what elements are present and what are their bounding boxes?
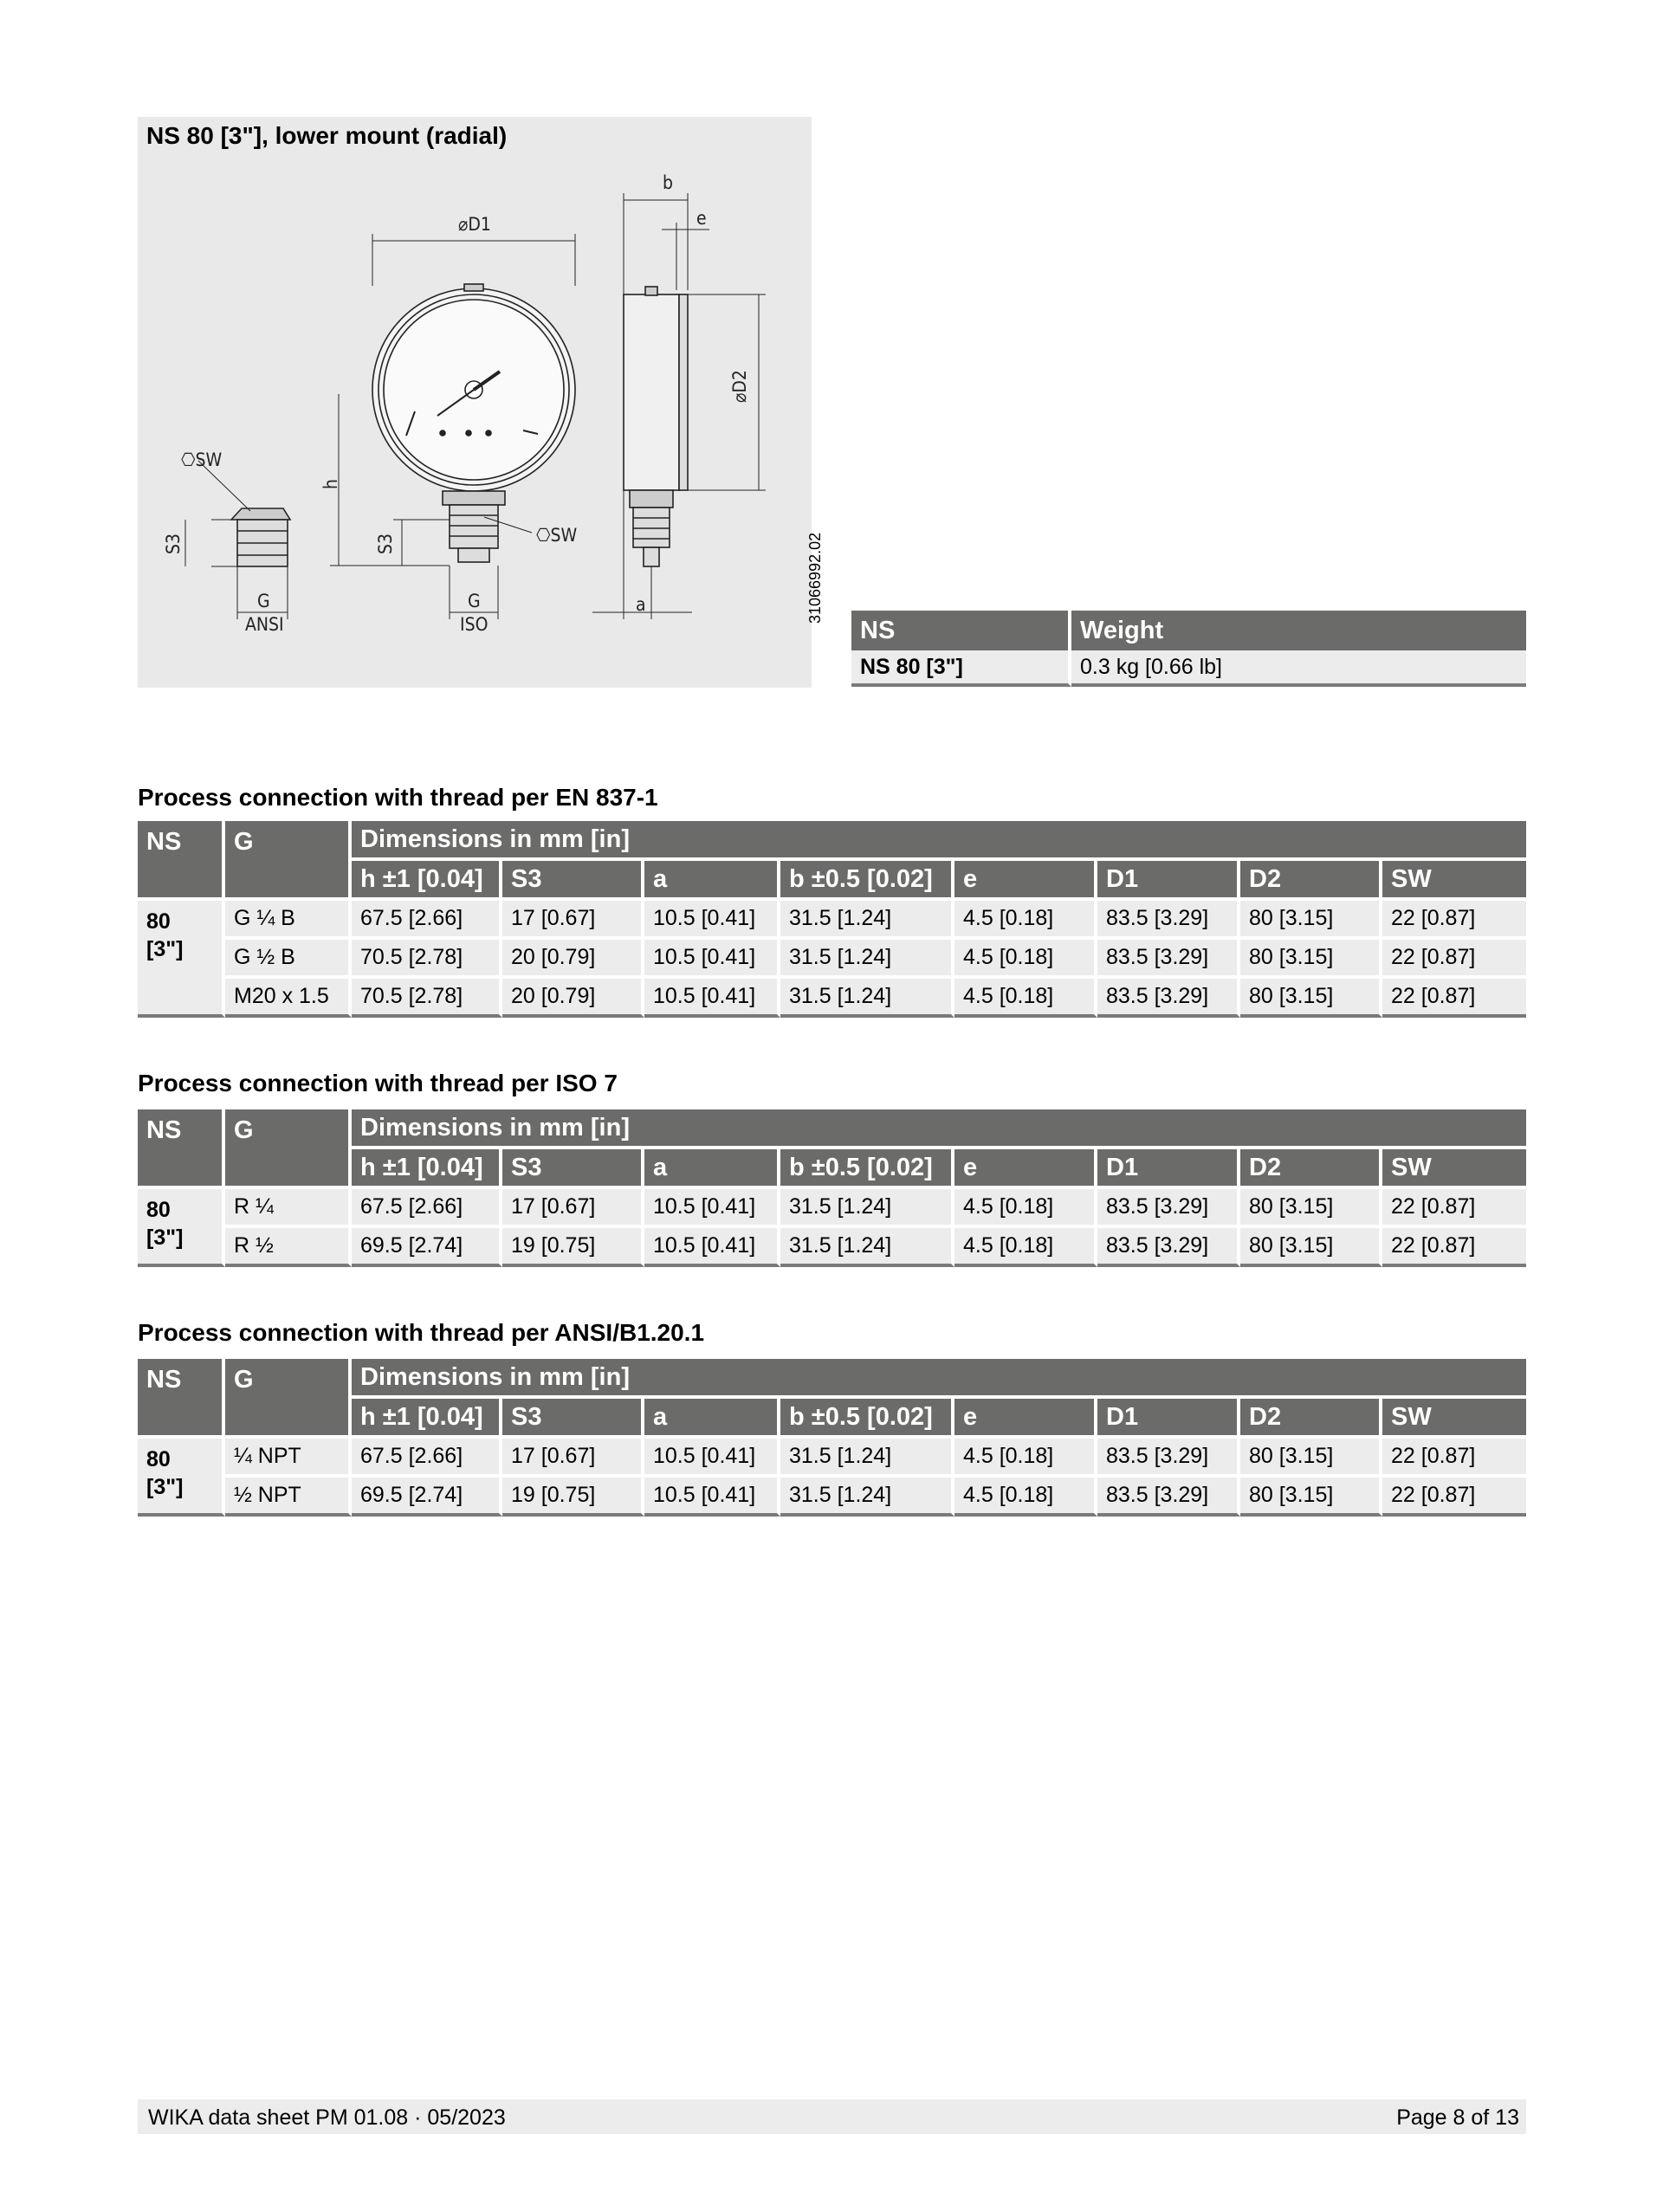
ns-cell: 80 [3"] bbox=[138, 901, 225, 1018]
cell-g: G ½ B bbox=[225, 940, 352, 979]
label-a: a bbox=[636, 594, 646, 615]
header-dimensions: Dimensions in mm [in] bbox=[352, 1359, 1526, 1399]
cell-d2: 80 [3.15] bbox=[1240, 979, 1382, 1018]
drawing-title: NS 80 [3"], lower mount (radial) bbox=[146, 122, 508, 149]
weight-table-header-ns: NS bbox=[851, 611, 1071, 650]
table-row bbox=[138, 1439, 1526, 1478]
gauge-dimension-drawing bbox=[138, 117, 812, 688]
label-h: h bbox=[320, 479, 341, 489]
cell-b: 31.5 [1.24] bbox=[780, 979, 954, 1018]
label-sw-ansi: ⎔SW bbox=[181, 450, 223, 470]
header-sw: SW bbox=[1382, 1149, 1526, 1189]
table-row bbox=[138, 1478, 1526, 1517]
cell-h: 67.5 [2.66] bbox=[352, 1439, 502, 1478]
cell-g: R ½ bbox=[225, 1228, 352, 1267]
header-d1: D1 bbox=[1097, 861, 1240, 901]
cell-e: 4.5 [0.18] bbox=[954, 1478, 1097, 1517]
cell-s3: 19 [0.75] bbox=[502, 1228, 644, 1267]
header-e: e bbox=[954, 1149, 1097, 1189]
header-dimensions: Dimensions in mm [in] bbox=[352, 821, 1526, 861]
cell-sw: 22 [0.87] bbox=[1382, 1439, 1526, 1478]
cell-b: 31.5 [1.24] bbox=[780, 1189, 954, 1228]
cell-d2: 80 [3.15] bbox=[1240, 940, 1382, 979]
cell-b: 31.5 [1.24] bbox=[780, 1228, 954, 1267]
iso-section-title: Process connection with thread per ISO 7 bbox=[138, 1070, 618, 1096]
cell-sw: 22 [0.87] bbox=[1382, 940, 1526, 979]
header-s3: S3 bbox=[502, 1399, 644, 1439]
label-ansi: ANSI bbox=[245, 614, 284, 635]
label-e: e bbox=[696, 208, 707, 229]
ansi-fitting bbox=[185, 461, 290, 619]
cell-a: 10.5 [0.41] bbox=[644, 1228, 780, 1267]
cell-h: 67.5 [2.66] bbox=[352, 1189, 502, 1228]
label-d1: ⌀D1 bbox=[458, 214, 491, 235]
cell-sw: 22 [0.87] bbox=[1382, 901, 1526, 940]
footer-document-info: WIKA data sheet PM 01.08 · 05/2023 bbox=[148, 2105, 506, 2130]
cell-a: 10.5 [0.41] bbox=[644, 1478, 780, 1517]
header-ns: NS bbox=[138, 1109, 225, 1189]
cell-d1: 83.5 [3.29] bbox=[1097, 1478, 1240, 1517]
cell-sw: 22 [0.87] bbox=[1382, 979, 1526, 1018]
header-d2: D2 bbox=[1240, 861, 1382, 901]
cell-a: 10.5 [0.41] bbox=[644, 1439, 780, 1478]
header-a: a bbox=[644, 1149, 780, 1189]
table-row bbox=[138, 979, 1526, 1018]
cell-b: 31.5 [1.24] bbox=[780, 901, 954, 940]
header-b: b ±0.5 [0.02] bbox=[780, 1149, 954, 1189]
table-row bbox=[138, 940, 1526, 979]
cell-h: 70.5 [2.78] bbox=[352, 940, 502, 979]
header-g: G bbox=[225, 1109, 352, 1189]
header-e: e bbox=[954, 1399, 1097, 1439]
cell-s3: 17 [0.67] bbox=[502, 1189, 644, 1228]
label-g-ansi: G bbox=[257, 591, 270, 611]
header-d2: D2 bbox=[1240, 1399, 1382, 1439]
header-ns: NS bbox=[138, 1359, 225, 1439]
en-section-title: Process connection with thread per EN 837-1 bbox=[138, 784, 658, 811]
cell-d1: 83.5 [3.29] bbox=[1097, 1228, 1240, 1267]
label-sw-iso: ⎔SW bbox=[536, 525, 578, 546]
table-row bbox=[138, 1189, 1526, 1228]
cell-g: M20 x 1.5 bbox=[225, 979, 352, 1018]
cell-h: 69.5 [2.74] bbox=[352, 1228, 502, 1267]
ns-cell: 80 [3"] bbox=[138, 1439, 225, 1517]
label-iso: ISO bbox=[460, 614, 489, 635]
table-row bbox=[138, 901, 1526, 940]
ns-cell: 80 [3"] bbox=[138, 1189, 225, 1267]
en-dimensions-table bbox=[138, 821, 1526, 1018]
header-b: b ±0.5 [0.02] bbox=[780, 861, 954, 901]
cell-a: 10.5 [0.41] bbox=[644, 940, 780, 979]
cell-d1: 83.5 [3.29] bbox=[1097, 1189, 1240, 1228]
weight-table-header-weight: Weight bbox=[1071, 611, 1526, 650]
cell-d1: 83.5 [3.29] bbox=[1097, 901, 1240, 940]
cell-b: 31.5 [1.24] bbox=[780, 940, 954, 979]
cell-sw: 22 [0.87] bbox=[1382, 1189, 1526, 1228]
cell-s3: 20 [0.79] bbox=[502, 979, 644, 1018]
cell-d1: 83.5 [3.29] bbox=[1097, 1439, 1240, 1478]
cell-e: 4.5 [0.18] bbox=[954, 901, 1097, 940]
cell-b: 31.5 [1.24] bbox=[780, 1478, 954, 1517]
header-h: h ±1 [0.04] bbox=[352, 861, 502, 901]
cell-e: 4.5 [0.18] bbox=[954, 1228, 1097, 1267]
cell-a: 10.5 [0.41] bbox=[644, 1189, 780, 1228]
table-row bbox=[138, 1228, 1526, 1267]
cell-h: 70.5 [2.78] bbox=[352, 979, 502, 1018]
cell-s3: 17 [0.67] bbox=[502, 901, 644, 940]
iso-dimensions-table bbox=[138, 1109, 1526, 1267]
ansi-dimensions-table bbox=[138, 1359, 1526, 1517]
cell-d2: 80 [3.15] bbox=[1240, 1189, 1382, 1228]
cell-s3: 19 [0.75] bbox=[502, 1478, 644, 1517]
header-ns: NS bbox=[138, 821, 225, 901]
header-b: b ±0.5 [0.02] bbox=[780, 1399, 954, 1439]
cell-d1: 83.5 [3.29] bbox=[1097, 979, 1240, 1018]
cell-h: 69.5 [2.74] bbox=[352, 1478, 502, 1517]
drawing-id: 31066992.02 bbox=[806, 532, 824, 624]
cell-g: ¼ NPT bbox=[225, 1439, 352, 1478]
header-s3: S3 bbox=[502, 1149, 644, 1189]
header-d2: D2 bbox=[1240, 1149, 1382, 1189]
cell-b: 31.5 [1.24] bbox=[780, 1439, 954, 1478]
cell-e: 4.5 [0.18] bbox=[954, 940, 1097, 979]
header-d1: D1 bbox=[1097, 1149, 1240, 1189]
header-s3: S3 bbox=[502, 861, 644, 901]
gauge-side-view bbox=[592, 193, 766, 619]
label-s3-ansi: S3 bbox=[163, 533, 184, 554]
cell-sw: 22 [0.87] bbox=[1382, 1478, 1526, 1517]
header-g: G bbox=[225, 1359, 352, 1439]
cell-g: ½ NPT bbox=[225, 1478, 352, 1517]
cell-d2: 80 [3.15] bbox=[1240, 1478, 1382, 1517]
header-d1: D1 bbox=[1097, 1399, 1240, 1439]
cell-g: G ¼ B bbox=[225, 901, 352, 940]
footer-page-number: Page 8 of 13 bbox=[1396, 2105, 1519, 2130]
header-h: h ±1 [0.04] bbox=[352, 1149, 502, 1189]
label-d2: ⌀D2 bbox=[729, 370, 750, 403]
label-g-iso: G bbox=[468, 591, 481, 611]
header-sw: SW bbox=[1382, 1399, 1526, 1439]
header-sw: SW bbox=[1382, 861, 1526, 901]
label-s3-iso: S3 bbox=[375, 533, 396, 554]
cell-sw: 22 [0.87] bbox=[1382, 1228, 1526, 1267]
cell-h: 67.5 [2.66] bbox=[352, 901, 502, 940]
header-h: h ±1 [0.04] bbox=[352, 1399, 502, 1439]
header-a: a bbox=[644, 1399, 780, 1439]
header-g: G bbox=[225, 821, 352, 901]
label-b: b bbox=[663, 172, 673, 193]
weight-table-weight: 0.3 kg [0.66 lb] bbox=[1071, 650, 1526, 687]
header-dimensions: Dimensions in mm [in] bbox=[352, 1109, 1526, 1149]
header-a: a bbox=[644, 861, 780, 901]
cell-a: 10.5 [0.41] bbox=[644, 979, 780, 1018]
weight-table bbox=[851, 611, 1526, 687]
header-e: e bbox=[954, 861, 1097, 901]
cell-d2: 80 [3.15] bbox=[1240, 901, 1382, 940]
cell-a: 10.5 [0.41] bbox=[644, 901, 780, 940]
cell-e: 4.5 [0.18] bbox=[954, 1189, 1097, 1228]
gauge-front-view bbox=[330, 234, 578, 619]
ansi-section-title: Process connection with thread per ANSI/B1.20.1 bbox=[138, 1319, 705, 1346]
technical-drawing-panel bbox=[138, 117, 812, 688]
page-footer bbox=[138, 2099, 1526, 2134]
cell-e: 4.5 [0.18] bbox=[954, 1439, 1097, 1478]
weight-table-ns: NS 80 [3"] bbox=[851, 650, 1071, 687]
cell-s3: 20 [0.79] bbox=[502, 940, 644, 979]
cell-d1: 83.5 [3.29] bbox=[1097, 940, 1240, 979]
cell-s3: 17 [0.67] bbox=[502, 1439, 644, 1478]
cell-d2: 80 [3.15] bbox=[1240, 1228, 1382, 1267]
cell-g: R ¼ bbox=[225, 1189, 352, 1228]
cell-d2: 80 [3.15] bbox=[1240, 1439, 1382, 1478]
cell-e: 4.5 [0.18] bbox=[954, 979, 1097, 1018]
